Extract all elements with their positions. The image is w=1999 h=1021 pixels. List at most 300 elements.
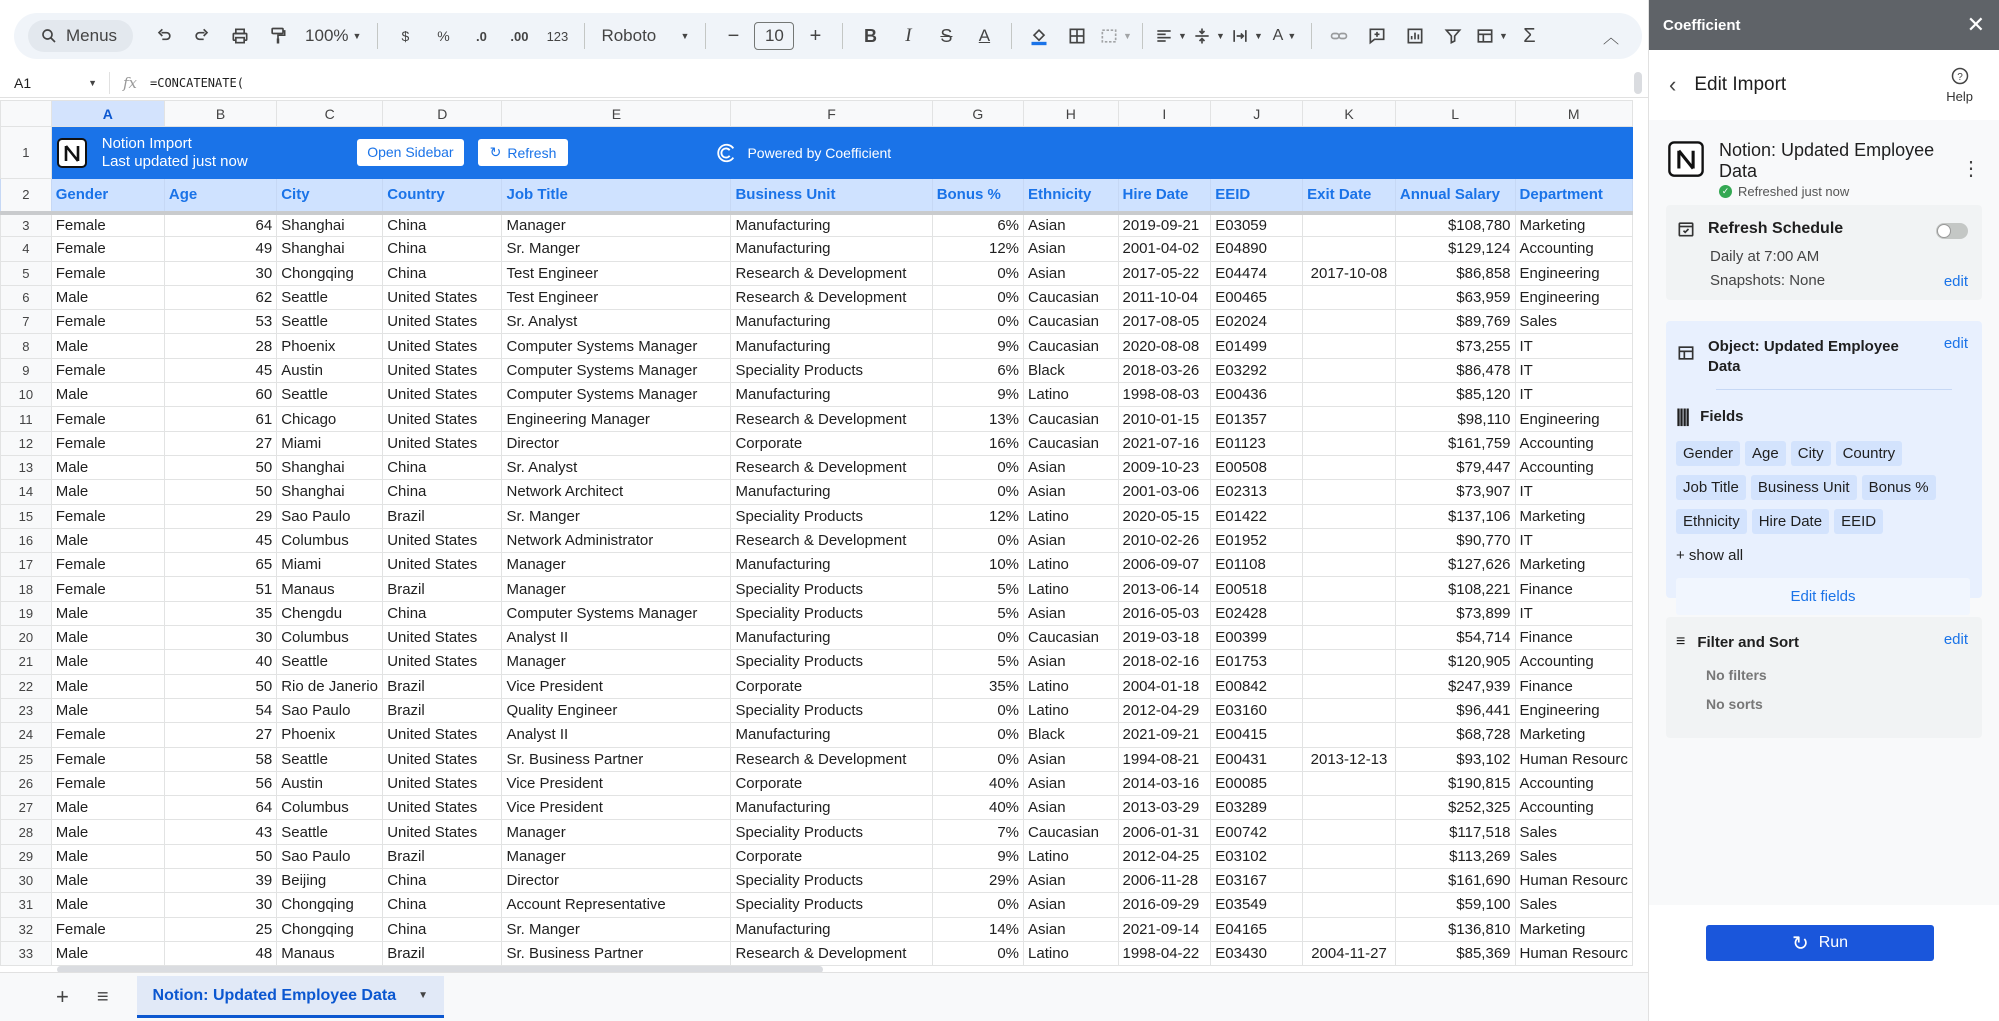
cell[interactable]: Manager [502,844,731,868]
cell[interactable]: 1998-08-03 [1118,383,1211,407]
cell[interactable]: Chongqing [277,893,383,917]
cell[interactable] [1303,844,1396,868]
formula-input[interactable]: =CONCATENATE( [150,75,244,90]
number-format-button[interactable]: 123 [546,28,569,44]
show-all-link[interactable]: + show all [1676,547,1744,564]
cell[interactable]: 2013-03-29 [1118,796,1211,820]
row-number[interactable]: 15 [1,504,52,528]
cell[interactable] [1303,310,1396,334]
column-header[interactable]: L [1395,101,1515,127]
cell[interactable]: Research & Development [731,455,932,479]
cell[interactable]: 9% [932,334,1023,358]
cell[interactable]: $190,815 [1395,771,1515,795]
cell[interactable]: $89,769 [1395,310,1515,334]
more-options-icon[interactable]: ⋮ [1961,158,1981,180]
cell[interactable]: 56 [164,771,276,795]
cell[interactable]: Asian [1024,869,1118,893]
cell[interactable]: 1994-08-21 [1118,747,1211,771]
cell[interactable]: 65 [164,553,276,577]
cell[interactable]: Latino [1024,383,1118,407]
cell[interactable]: E01357 [1211,407,1303,431]
cell[interactable]: Accounting [1515,431,1632,455]
cell[interactable]: China [383,869,502,893]
cell[interactable]: Brazil [383,844,502,868]
cell[interactable]: China [383,237,502,261]
cell[interactable] [1303,893,1396,917]
row-number[interactable]: 30 [1,869,52,893]
name-box[interactable] [0,72,110,94]
cell[interactable]: 39 [164,869,276,893]
cell[interactable]: Chongqing [277,917,383,941]
table-view-icon[interactable] [1474,19,1508,53]
paint-format-icon[interactable] [261,19,295,53]
merge-cells-icon[interactable] [1098,19,1132,53]
comment-icon[interactable] [1360,19,1394,53]
cell[interactable]: Caucasian [1024,407,1118,431]
borders-icon[interactable] [1060,19,1094,53]
cell[interactable]: Female [51,358,164,382]
cell[interactable]: IT [1515,601,1632,625]
cell[interactable]: Engineering [1515,261,1632,285]
cell[interactable] [1303,431,1396,455]
cell[interactable]: Analyst II [502,626,731,650]
cell[interactable]: 50 [164,844,276,868]
cell[interactable]: $136,810 [1395,917,1515,941]
cell[interactable]: $85,369 [1395,941,1515,965]
header-cell[interactable]: Department [1515,179,1632,213]
cell[interactable]: Brazil [383,941,502,965]
cell[interactable]: 0% [932,480,1023,504]
cell[interactable]: $86,858 [1395,261,1515,285]
cell[interactable] [1303,820,1396,844]
row-number[interactable]: 13 [1,455,52,479]
row-number[interactable]: 6 [1,285,52,309]
cell[interactable]: Manufacturing [731,334,932,358]
select-all-corner[interactable] [1,101,52,127]
cell[interactable]: $59,100 [1395,893,1515,917]
cell[interactable]: 9% [932,383,1023,407]
cell[interactable]: China [383,893,502,917]
cell[interactable]: 64 [164,213,276,237]
cell[interactable]: 2009-10-23 [1118,455,1211,479]
open-sidebar-button[interactable]: Open Sidebar [357,139,463,166]
header-cell[interactable]: Annual Salary [1395,179,1515,213]
cell[interactable] [1303,723,1396,747]
header-cell[interactable]: EEID [1211,179,1303,213]
row-number[interactable]: 1 [1,127,52,179]
italic-button[interactable]: I [905,25,912,46]
cell[interactable]: Accounting [1515,650,1632,674]
cell[interactable]: IT [1515,358,1632,382]
header-cell[interactable]: Exit Date [1303,179,1396,213]
cell[interactable]: Phoenix [277,334,383,358]
functions-icon[interactable]: Σ [1523,24,1536,47]
cell[interactable]: Caucasian [1024,334,1118,358]
cell[interactable]: 58 [164,747,276,771]
cell[interactable]: 35 [164,601,276,625]
cell[interactable]: Seattle [277,285,383,309]
cell[interactable]: Sales [1515,310,1632,334]
cell[interactable]: Brazil [383,698,502,722]
cell[interactable]: $68,728 [1395,723,1515,747]
cell[interactable]: Chongqing [277,261,383,285]
cell[interactable]: Research & Development [731,747,932,771]
cell[interactable] [1303,698,1396,722]
cell[interactable]: $113,269 [1395,844,1515,868]
cell[interactable] [1303,504,1396,528]
cell[interactable]: Latino [1024,553,1118,577]
cell[interactable]: Asian [1024,601,1118,625]
header-cell[interactable]: Hire Date [1118,179,1211,213]
cell[interactable]: United States [383,796,502,820]
cell[interactable]: 2001-03-06 [1118,480,1211,504]
cell[interactable]: China [383,213,502,237]
cell[interactable]: 2018-02-16 [1118,650,1211,674]
cell[interactable]: Research & Development [731,528,932,552]
font-size-decrease-button[interactable]: − [727,24,740,47]
cell[interactable]: China [383,917,502,941]
undo-icon[interactable] [147,19,181,53]
cell[interactable]: 1998-04-22 [1118,941,1211,965]
cell[interactable]: Brazil [383,504,502,528]
row-number[interactable]: 24 [1,723,52,747]
cell[interactable]: Human Resourc [1515,869,1632,893]
cell[interactable]: Asian [1024,917,1118,941]
cell[interactable]: Speciality Products [731,601,932,625]
cell[interactable]: Manufacturing [731,796,932,820]
cell[interactable]: Black [1024,723,1118,747]
cell[interactable]: Human Resourc [1515,941,1632,965]
cell[interactable]: Male [51,698,164,722]
column-header[interactable]: C [277,101,383,127]
cell[interactable]: Black [1024,358,1118,382]
cell[interactable]: Columbus [277,626,383,650]
cell[interactable]: E02024 [1211,310,1303,334]
cell[interactable]: Research & Development [731,407,932,431]
column-header[interactable]: M [1515,101,1632,127]
cell[interactable]: $96,441 [1395,698,1515,722]
cell[interactable]: Manufacturing [731,917,932,941]
cell[interactable]: Beijing [277,869,383,893]
cell[interactable]: Research & Development [731,941,932,965]
cell[interactable]: $79,447 [1395,455,1515,479]
cell[interactable]: 5% [932,650,1023,674]
row-number[interactable]: 27 [1,796,52,820]
cell[interactable]: Brazil [383,577,502,601]
cell[interactable]: Caucasian [1024,820,1118,844]
cell[interactable]: United States [383,310,502,334]
cell[interactable] [1303,553,1396,577]
cell[interactable]: Sr. Business Partner [502,941,731,965]
cell[interactable]: 2004-11-27 [1303,941,1396,965]
cell[interactable]: Human Resourc [1515,747,1632,771]
cell[interactable]: 48 [164,941,276,965]
cell[interactable]: 2017-10-08 [1303,261,1396,285]
cell[interactable]: 10% [932,553,1023,577]
cell[interactable]: United States [383,285,502,309]
cell[interactable]: China [383,455,502,479]
cell[interactable]: 27 [164,431,276,455]
cell[interactable]: Manager [502,650,731,674]
cell[interactable]: Sales [1515,844,1632,868]
cell[interactable]: Female [51,771,164,795]
cell[interactable]: Sao Paulo [277,698,383,722]
cell[interactable]: Marketing [1515,723,1632,747]
cell[interactable]: Finance [1515,577,1632,601]
cell[interactable]: E03292 [1211,358,1303,382]
row-number[interactable]: 9 [1,358,52,382]
cell[interactable]: Rio de Janerio [277,674,383,698]
cell[interactable]: Vice President [502,796,731,820]
cell[interactable]: E01753 [1211,650,1303,674]
cell[interactable]: Latino [1024,674,1118,698]
cell[interactable]: Female [51,431,164,455]
cell[interactable] [1303,771,1396,795]
cell[interactable]: 2004-01-18 [1118,674,1211,698]
cell[interactable]: 54 [164,698,276,722]
cell[interactable]: United States [383,358,502,382]
cell[interactable] [1303,407,1396,431]
cell[interactable]: Latino [1024,504,1118,528]
cell[interactable]: Female [51,917,164,941]
cell[interactable]: 51 [164,577,276,601]
cell[interactable]: 7% [932,820,1023,844]
cell[interactable]: $120,905 [1395,650,1515,674]
row-number[interactable]: 5 [1,261,52,285]
cell[interactable]: Accounting [1515,796,1632,820]
cell[interactable]: $54,714 [1395,626,1515,650]
cell[interactable]: Male [51,844,164,868]
cell[interactable]: Network Administrator [502,528,731,552]
cell[interactable]: E04165 [1211,917,1303,941]
row-number[interactable]: 16 [1,528,52,552]
schedule-toggle[interactable] [1936,223,1968,239]
cell[interactable]: Asian [1024,796,1118,820]
cell[interactable]: Shanghai [277,213,383,237]
cell[interactable]: Caucasian [1024,431,1118,455]
cell[interactable]: Manager [502,213,731,237]
bold-button[interactable]: B [863,25,877,46]
cell[interactable]: Speciality Products [731,504,932,528]
cell[interactable]: Speciality Products [731,893,932,917]
cell-grid[interactable] [0,100,1633,968]
cell[interactable]: Computer Systems Manager [502,601,731,625]
cell[interactable]: 35% [932,674,1023,698]
cell[interactable]: E00842 [1211,674,1303,698]
cell[interactable]: Research & Development [731,261,932,285]
cell[interactable]: 12% [932,504,1023,528]
cell[interactable]: Asian [1024,893,1118,917]
cell[interactable]: $108,780 [1395,213,1515,237]
cell[interactable]: 0% [932,455,1023,479]
cell[interactable]: 50 [164,674,276,698]
cell[interactable]: 45 [164,528,276,552]
cell[interactable]: Manufacturing [731,383,932,407]
cell[interactable]: 2016-09-29 [1118,893,1211,917]
vertical-align-icon[interactable] [1191,19,1225,53]
row-number[interactable]: 3 [1,213,52,237]
cell[interactable]: $90,770 [1395,528,1515,552]
cell[interactable]: 2017-05-22 [1118,261,1211,285]
row-number[interactable]: 25 [1,747,52,771]
cell[interactable]: E03160 [1211,698,1303,722]
cell[interactable]: 5% [932,577,1023,601]
cell[interactable]: Seattle [277,383,383,407]
column-header[interactable]: B [164,101,276,127]
cell[interactable]: IT [1515,528,1632,552]
text-rotation-icon[interactable]: A ▼ [1272,27,1297,44]
cell[interactable]: Shanghai [277,480,383,504]
cell[interactable]: Vice President [502,674,731,698]
row-number[interactable]: 28 [1,820,52,844]
row-number[interactable]: 7 [1,310,52,334]
cell[interactable]: China [383,601,502,625]
cell[interactable]: E02313 [1211,480,1303,504]
cell[interactable]: 61 [164,407,276,431]
cell[interactable]: Seattle [277,747,383,771]
cell[interactable]: 29 [164,504,276,528]
cell[interactable]: 43 [164,820,276,844]
cell[interactable]: Male [51,285,164,309]
column-header[interactable]: F [731,101,932,127]
cell[interactable]: Sales [1515,820,1632,844]
cell[interactable]: 2010-01-15 [1118,407,1211,431]
cell[interactable]: Brazil [383,674,502,698]
cell[interactable]: Male [51,383,164,407]
cell[interactable]: 2012-04-29 [1118,698,1211,722]
cell[interactable]: United States [383,820,502,844]
cell[interactable]: 2006-01-31 [1118,820,1211,844]
cell[interactable]: Marketing [1515,917,1632,941]
link-icon[interactable] [1322,19,1356,53]
cell[interactable]: 0% [932,528,1023,552]
cell[interactable]: E03167 [1211,869,1303,893]
cell[interactable]: Asian [1024,771,1118,795]
header-cell[interactable]: Gender [51,179,164,213]
decrease-decimal-button[interactable]: .0 [476,28,487,44]
cell[interactable]: Test Engineer [502,261,731,285]
increase-decimal-button[interactable]: .00 [510,28,529,44]
cell[interactable]: 0% [932,893,1023,917]
header-cell[interactable]: Business Unit [731,179,932,213]
row-number[interactable]: 31 [1,893,52,917]
cell[interactable]: Sr. Analyst [502,455,731,479]
cell[interactable] [1303,383,1396,407]
cell[interactable]: 2021-09-21 [1118,723,1211,747]
cell[interactable]: 2019-03-18 [1118,626,1211,650]
schedule-edit-link[interactable]: edit [1943,273,1968,290]
cell[interactable]: 0% [932,285,1023,309]
cell[interactable]: Corporate [731,844,932,868]
cell[interactable]: Sr. Manger [502,504,731,528]
cell[interactable]: United States [383,334,502,358]
cell[interactable]: Female [51,504,164,528]
cell[interactable]: Speciality Products [731,358,932,382]
cell[interactable]: Columbus [277,528,383,552]
cell[interactable]: Asian [1024,747,1118,771]
cell[interactable]: 2020-08-08 [1118,334,1211,358]
cell[interactable]: Chicago [277,407,383,431]
cell[interactable]: $247,939 [1395,674,1515,698]
cell[interactable]: Male [51,941,164,965]
column-header[interactable]: I [1118,101,1211,127]
cell[interactable]: United States [383,383,502,407]
cell[interactable]: IT [1515,383,1632,407]
cell[interactable]: E01422 [1211,504,1303,528]
cell[interactable]: Engineering [1515,698,1632,722]
cell[interactable] [1303,601,1396,625]
cell[interactable]: United States [383,626,502,650]
cell[interactable]: Computer Systems Manager [502,334,731,358]
cell[interactable]: Male [51,455,164,479]
cell[interactable]: Austin [277,358,383,382]
percent-button[interactable]: % [437,28,450,44]
cell[interactable] [1303,528,1396,552]
cell[interactable]: E00399 [1211,626,1303,650]
cell[interactable]: Caucasian [1024,285,1118,309]
sheet-tab[interactable] [137,976,444,1018]
header-cell[interactable]: Country [383,179,502,213]
cell[interactable]: Engineering [1515,407,1632,431]
cell[interactable]: 0% [932,941,1023,965]
column-header[interactable]: A [51,101,164,127]
cell[interactable]: Sr. Business Partner [502,747,731,771]
cell[interactable]: Male [51,674,164,698]
cell[interactable]: Sao Paulo [277,504,383,528]
cell[interactable]: Sales [1515,893,1632,917]
filter-edit-link[interactable]: edit [1943,631,1968,648]
cell[interactable]: 14% [932,917,1023,941]
run-button[interactable] [1706,925,1934,961]
close-icon[interactable]: ✕ [1966,12,1985,37]
cell[interactable] [1303,334,1396,358]
cell[interactable]: 2016-05-03 [1118,601,1211,625]
cell[interactable]: Sao Paulo [277,844,383,868]
header-cell[interactable]: Age [164,179,276,213]
cell[interactable]: Latino [1024,844,1118,868]
cell[interactable]: $117,518 [1395,820,1515,844]
cell[interactable]: Male [51,480,164,504]
cell[interactable]: E03430 [1211,941,1303,965]
cell[interactable]: United States [383,553,502,577]
cell[interactable] [1303,650,1396,674]
row-number[interactable]: 17 [1,553,52,577]
cell[interactable]: Network Architect [502,480,731,504]
cell[interactable]: $108,221 [1395,577,1515,601]
cell[interactable]: Corporate [731,431,932,455]
cell[interactable]: Phoenix [277,723,383,747]
row-number[interactable]: 19 [1,601,52,625]
cell[interactable]: Marketing [1515,213,1632,237]
cell[interactable]: E03102 [1211,844,1303,868]
menus-search[interactable] [28,20,133,52]
object-edit-link[interactable]: edit [1943,335,1968,352]
column-header[interactable]: G [932,101,1023,127]
cell[interactable]: Manufacturing [731,723,932,747]
cell[interactable]: $98,110 [1395,407,1515,431]
cell[interactable]: 0% [932,310,1023,334]
cell[interactable]: $161,690 [1395,869,1515,893]
cell[interactable]: 2013-06-14 [1118,577,1211,601]
align-icon[interactable] [1153,19,1187,53]
cell[interactable]: Account Representative [502,893,731,917]
cell[interactable]: $63,959 [1395,285,1515,309]
row-number[interactable]: 11 [1,407,52,431]
cell[interactable]: Speciality Products [731,650,932,674]
cell[interactable]: 64 [164,796,276,820]
cell[interactable]: 49 [164,237,276,261]
cell[interactable]: China [383,261,502,285]
